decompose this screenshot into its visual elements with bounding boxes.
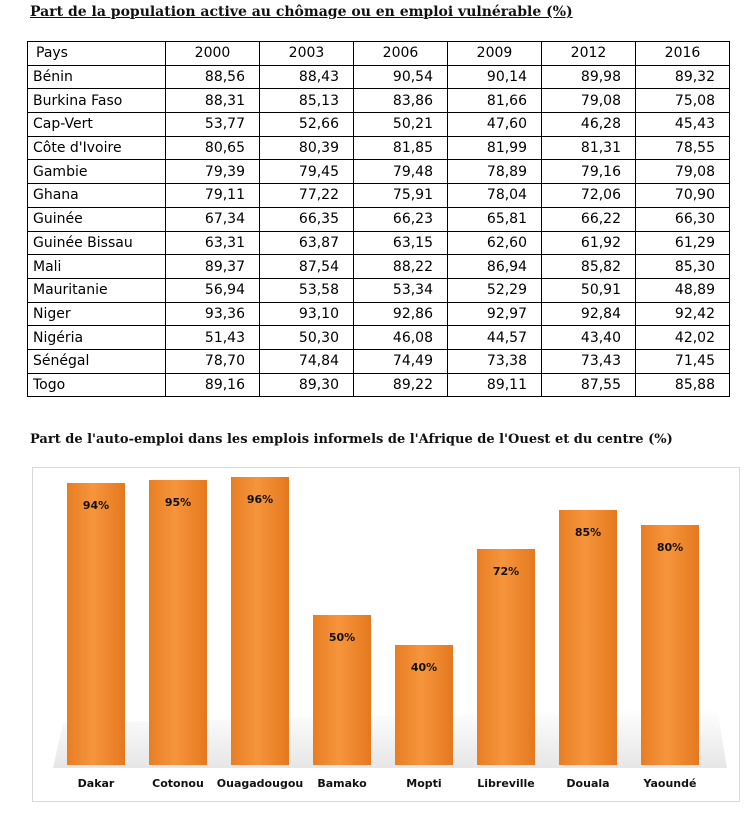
country-cell: Côte d'Ivoire xyxy=(28,136,166,160)
value-cell: 89,30 xyxy=(260,373,354,397)
country-cell: Bénin xyxy=(28,65,166,89)
table-header-row xyxy=(28,42,730,66)
value-cell: 66,35 xyxy=(260,207,354,231)
value-cell: 89,98 xyxy=(542,65,636,89)
value-cell: 74,84 xyxy=(260,349,354,373)
table-row xyxy=(28,278,730,302)
value-cell: 89,11 xyxy=(448,373,542,397)
value-cell: 88,22 xyxy=(354,255,448,279)
column-header-year: 2000 xyxy=(166,42,260,66)
value-cell: 78,89 xyxy=(448,160,542,184)
value-cell: 61,92 xyxy=(542,231,636,255)
table-row xyxy=(28,113,730,137)
value-cell: 77,22 xyxy=(260,184,354,208)
value-cell: 80,39 xyxy=(260,136,354,160)
value-cell: 66,22 xyxy=(542,207,636,231)
country-cell: Gambie xyxy=(28,160,166,184)
table-row xyxy=(28,349,730,373)
value-cell: 86,94 xyxy=(448,255,542,279)
value-cell: 50,21 xyxy=(354,113,448,137)
category-label: Cotonou xyxy=(152,777,204,790)
value-cell: 52,29 xyxy=(448,278,542,302)
value-cell: 51,43 xyxy=(166,326,260,350)
data-label: 85% xyxy=(574,526,602,539)
value-cell: 79,08 xyxy=(636,160,730,184)
category-label: Dakar xyxy=(77,777,115,790)
value-cell: 90,14 xyxy=(448,65,542,89)
value-cell: 43,40 xyxy=(542,326,636,350)
value-cell: 93,10 xyxy=(260,302,354,326)
value-cell: 53,58 xyxy=(260,278,354,302)
category-label: Libreville xyxy=(477,777,535,790)
value-cell: 89,32 xyxy=(636,65,730,89)
country-cell: Guinée xyxy=(28,207,166,231)
column-header-pays: Pays xyxy=(28,42,166,66)
data-label: 94% xyxy=(82,499,110,512)
country-cell: Ghana xyxy=(28,184,166,208)
value-cell: 74,49 xyxy=(354,349,448,373)
column-header-year: 2012 xyxy=(542,42,636,66)
country-cell: Niger xyxy=(28,302,166,326)
category-label: Ouagadougou xyxy=(216,777,304,790)
value-cell: 90,54 xyxy=(354,65,448,89)
category-label: Douala xyxy=(566,777,610,790)
table-title: Part de la population active au chômage ou en emploi vulnérable (%) xyxy=(30,4,573,20)
bar-chart xyxy=(33,468,739,801)
value-cell: 73,43 xyxy=(542,349,636,373)
data-label: 72% xyxy=(492,565,520,578)
bar-dakar xyxy=(67,483,125,765)
value-cell: 73,38 xyxy=(448,349,542,373)
value-cell: 88,56 xyxy=(166,65,260,89)
unemployment-table xyxy=(27,41,730,397)
column-header-year: 2003 xyxy=(260,42,354,66)
value-cell: 88,43 xyxy=(260,65,354,89)
column-header-year: 2006 xyxy=(354,42,448,66)
bar-ouagadougou xyxy=(231,477,289,765)
value-cell: 79,39 xyxy=(166,160,260,184)
bar-cotonou xyxy=(149,480,207,765)
value-cell: 92,97 xyxy=(448,302,542,326)
bar-yaoundé xyxy=(641,525,699,765)
value-cell: 79,48 xyxy=(354,160,448,184)
country-cell: Mali xyxy=(28,255,166,279)
value-cell: 81,31 xyxy=(542,136,636,160)
country-cell: Guinée Bissau xyxy=(28,231,166,255)
value-cell: 52,66 xyxy=(260,113,354,137)
table-row xyxy=(28,65,730,89)
value-cell: 61,29 xyxy=(636,231,730,255)
value-cell: 67,34 xyxy=(166,207,260,231)
table-row xyxy=(28,89,730,113)
value-cell: 79,08 xyxy=(542,89,636,113)
table-row xyxy=(28,207,730,231)
value-cell: 75,91 xyxy=(354,184,448,208)
value-cell: 92,86 xyxy=(354,302,448,326)
bar-douala xyxy=(559,510,617,765)
value-cell: 56,94 xyxy=(166,278,260,302)
value-cell: 87,54 xyxy=(260,255,354,279)
value-cell: 88,31 xyxy=(166,89,260,113)
value-cell: 78,04 xyxy=(448,184,542,208)
value-cell: 70,90 xyxy=(636,184,730,208)
value-cell: 48,89 xyxy=(636,278,730,302)
table-row xyxy=(28,231,730,255)
country-cell: Burkina Faso xyxy=(28,89,166,113)
value-cell: 79,45 xyxy=(260,160,354,184)
value-cell: 72,06 xyxy=(542,184,636,208)
value-cell: 66,23 xyxy=(354,207,448,231)
value-cell: 53,77 xyxy=(166,113,260,137)
category-label: Yaoundé xyxy=(643,777,697,790)
column-header-year: 2009 xyxy=(448,42,542,66)
data-label: 50% xyxy=(328,631,356,644)
value-cell: 46,28 xyxy=(542,113,636,137)
table-row xyxy=(28,326,730,350)
value-cell: 65,81 xyxy=(448,207,542,231)
value-cell: 89,16 xyxy=(166,373,260,397)
table-row xyxy=(28,302,730,326)
value-cell: 45,43 xyxy=(636,113,730,137)
chart-area xyxy=(32,467,740,802)
value-cell: 89,22 xyxy=(354,373,448,397)
bar-libreville xyxy=(477,549,535,765)
category-label: Mopti xyxy=(406,777,442,790)
value-cell: 79,16 xyxy=(542,160,636,184)
value-cell: 53,34 xyxy=(354,278,448,302)
value-cell: 46,08 xyxy=(354,326,448,350)
table-row xyxy=(28,160,730,184)
data-label: 96% xyxy=(246,493,274,506)
value-cell: 78,55 xyxy=(636,136,730,160)
value-cell: 85,88 xyxy=(636,373,730,397)
value-cell: 63,31 xyxy=(166,231,260,255)
chart-title: Part de l'auto-emploi dans les emplois informels de l'Afrique de l'Ouest et du centre (%) xyxy=(30,432,673,447)
country-cell: Sénégal xyxy=(28,349,166,373)
value-cell: 50,91 xyxy=(542,278,636,302)
column-header-year: 2016 xyxy=(636,42,730,66)
value-cell: 63,15 xyxy=(354,231,448,255)
value-cell: 85,13 xyxy=(260,89,354,113)
value-cell: 71,45 xyxy=(636,349,730,373)
value-cell: 80,65 xyxy=(166,136,260,160)
table-row xyxy=(28,373,730,397)
value-cell: 50,30 xyxy=(260,326,354,350)
value-cell: 78,70 xyxy=(166,349,260,373)
table-row xyxy=(28,184,730,208)
value-cell: 81,99 xyxy=(448,136,542,160)
value-cell: 93,36 xyxy=(166,302,260,326)
value-cell: 81,66 xyxy=(448,89,542,113)
value-cell: 63,87 xyxy=(260,231,354,255)
value-cell: 92,42 xyxy=(636,302,730,326)
value-cell: 47,60 xyxy=(448,113,542,137)
value-cell: 87,55 xyxy=(542,373,636,397)
value-cell: 83,86 xyxy=(354,89,448,113)
value-cell: 44,57 xyxy=(448,326,542,350)
data-label: 95% xyxy=(164,496,192,509)
value-cell: 85,30 xyxy=(636,255,730,279)
data-label: 40% xyxy=(410,661,438,674)
value-cell: 42,02 xyxy=(636,326,730,350)
value-cell: 79,11 xyxy=(166,184,260,208)
country-cell: Cap-Vert xyxy=(28,113,166,137)
country-cell: Nigéria xyxy=(28,326,166,350)
data-label: 80% xyxy=(656,541,684,554)
category-label: Bamako xyxy=(317,777,367,790)
table-row xyxy=(28,255,730,279)
value-cell: 85,82 xyxy=(542,255,636,279)
value-cell: 66,30 xyxy=(636,207,730,231)
country-cell: Mauritanie xyxy=(28,278,166,302)
value-cell: 81,85 xyxy=(354,136,448,160)
value-cell: 92,84 xyxy=(542,302,636,326)
table-row xyxy=(28,136,730,160)
value-cell: 62,60 xyxy=(448,231,542,255)
value-cell: 89,37 xyxy=(166,255,260,279)
value-cell: 75,08 xyxy=(636,89,730,113)
country-cell: Togo xyxy=(28,373,166,397)
